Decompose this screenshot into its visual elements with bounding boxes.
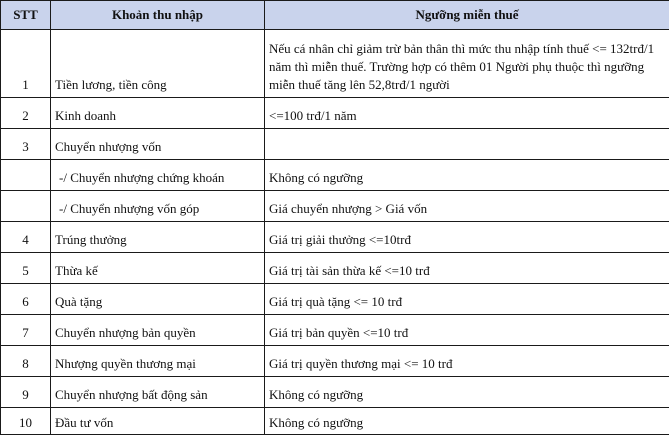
table-subrow	[1, 160, 669, 191]
table-row	[1, 315, 669, 346]
cell-stt: 7	[1, 315, 51, 346]
header-income: Khoản thu nhập	[51, 1, 265, 30]
cell-threshold: Không có ngưỡng	[265, 160, 669, 191]
cell-income: Chuyển nhượng bất động sản	[51, 377, 265, 408]
cell-stt: 8	[1, 346, 51, 377]
cell-stt	[1, 160, 51, 191]
cell-income: Tiền lương, tiền công	[51, 30, 265, 98]
cell-threshold: Giá trị quà tặng <= 10 trđ	[265, 284, 669, 315]
cell-threshold: <=100 trđ/1 năm	[265, 98, 669, 129]
cell-income: Nhượng quyền thương mại	[51, 346, 265, 377]
table-subrow	[1, 191, 669, 222]
header-threshold: Ngưỡng miễn thuế	[265, 1, 669, 30]
cell-threshold: Giá chuyển nhượng > Giá vốn	[265, 191, 669, 222]
cell-stt: 5	[1, 253, 51, 284]
header-row	[1, 1, 669, 30]
cell-stt: 6	[1, 284, 51, 315]
cell-stt: 1	[1, 30, 51, 98]
cell-stt: 4	[1, 222, 51, 253]
table-row	[1, 30, 669, 98]
table-row	[1, 284, 669, 315]
cell-income: Chuyển nhượng vốn	[51, 129, 265, 160]
cell-stt: 10	[1, 408, 51, 435]
cell-threshold: Nếu cá nhân chỉ giảm trừ bản thân thì mức thu nhập tính thuế <= 132trđ/1 năm thì miễn thuế. Trường hợp có thêm 01 Người phụ thuộc thì ngưỡng miễn thuế tăng lên 52,8trđ/1 người	[265, 30, 669, 98]
cell-threshold: Giá trị quyền thương mại <= 10 trđ	[265, 346, 669, 377]
table-row	[1, 253, 669, 284]
cell-income: Kinh doanh	[51, 98, 265, 129]
cell-threshold	[265, 129, 669, 160]
table-row	[1, 346, 669, 377]
cell-income: Thừa kế	[51, 253, 265, 284]
cell-stt: 3	[1, 129, 51, 160]
cell-income: -/ Chuyển nhượng vốn góp	[51, 191, 265, 222]
cell-threshold: Không có ngưỡng	[265, 377, 669, 408]
cell-income: Quà tặng	[51, 284, 265, 315]
table-row	[1, 408, 669, 435]
cell-income: Đầu tư vốn	[51, 408, 265, 435]
header-stt: STT	[1, 1, 51, 30]
cell-threshold: Giá trị giải thưởng <=10trđ	[265, 222, 669, 253]
cell-income: -/ Chuyển nhượng chứng khoán	[51, 160, 265, 191]
cell-threshold: Không có ngưỡng	[265, 408, 669, 435]
table-row	[1, 129, 669, 160]
table-row	[1, 222, 669, 253]
cell-stt	[1, 191, 51, 222]
table-row	[1, 98, 669, 129]
cell-stt: 2	[1, 98, 51, 129]
cell-income: Trúng thưởng	[51, 222, 265, 253]
cell-threshold: Giá trị bản quyền <=10 trđ	[265, 315, 669, 346]
cell-threshold: Giá trị tài sản thừa kế <=10 trđ	[265, 253, 669, 284]
cell-stt: 9	[1, 377, 51, 408]
cell-income: Chuyển nhượng bản quyền	[51, 315, 265, 346]
